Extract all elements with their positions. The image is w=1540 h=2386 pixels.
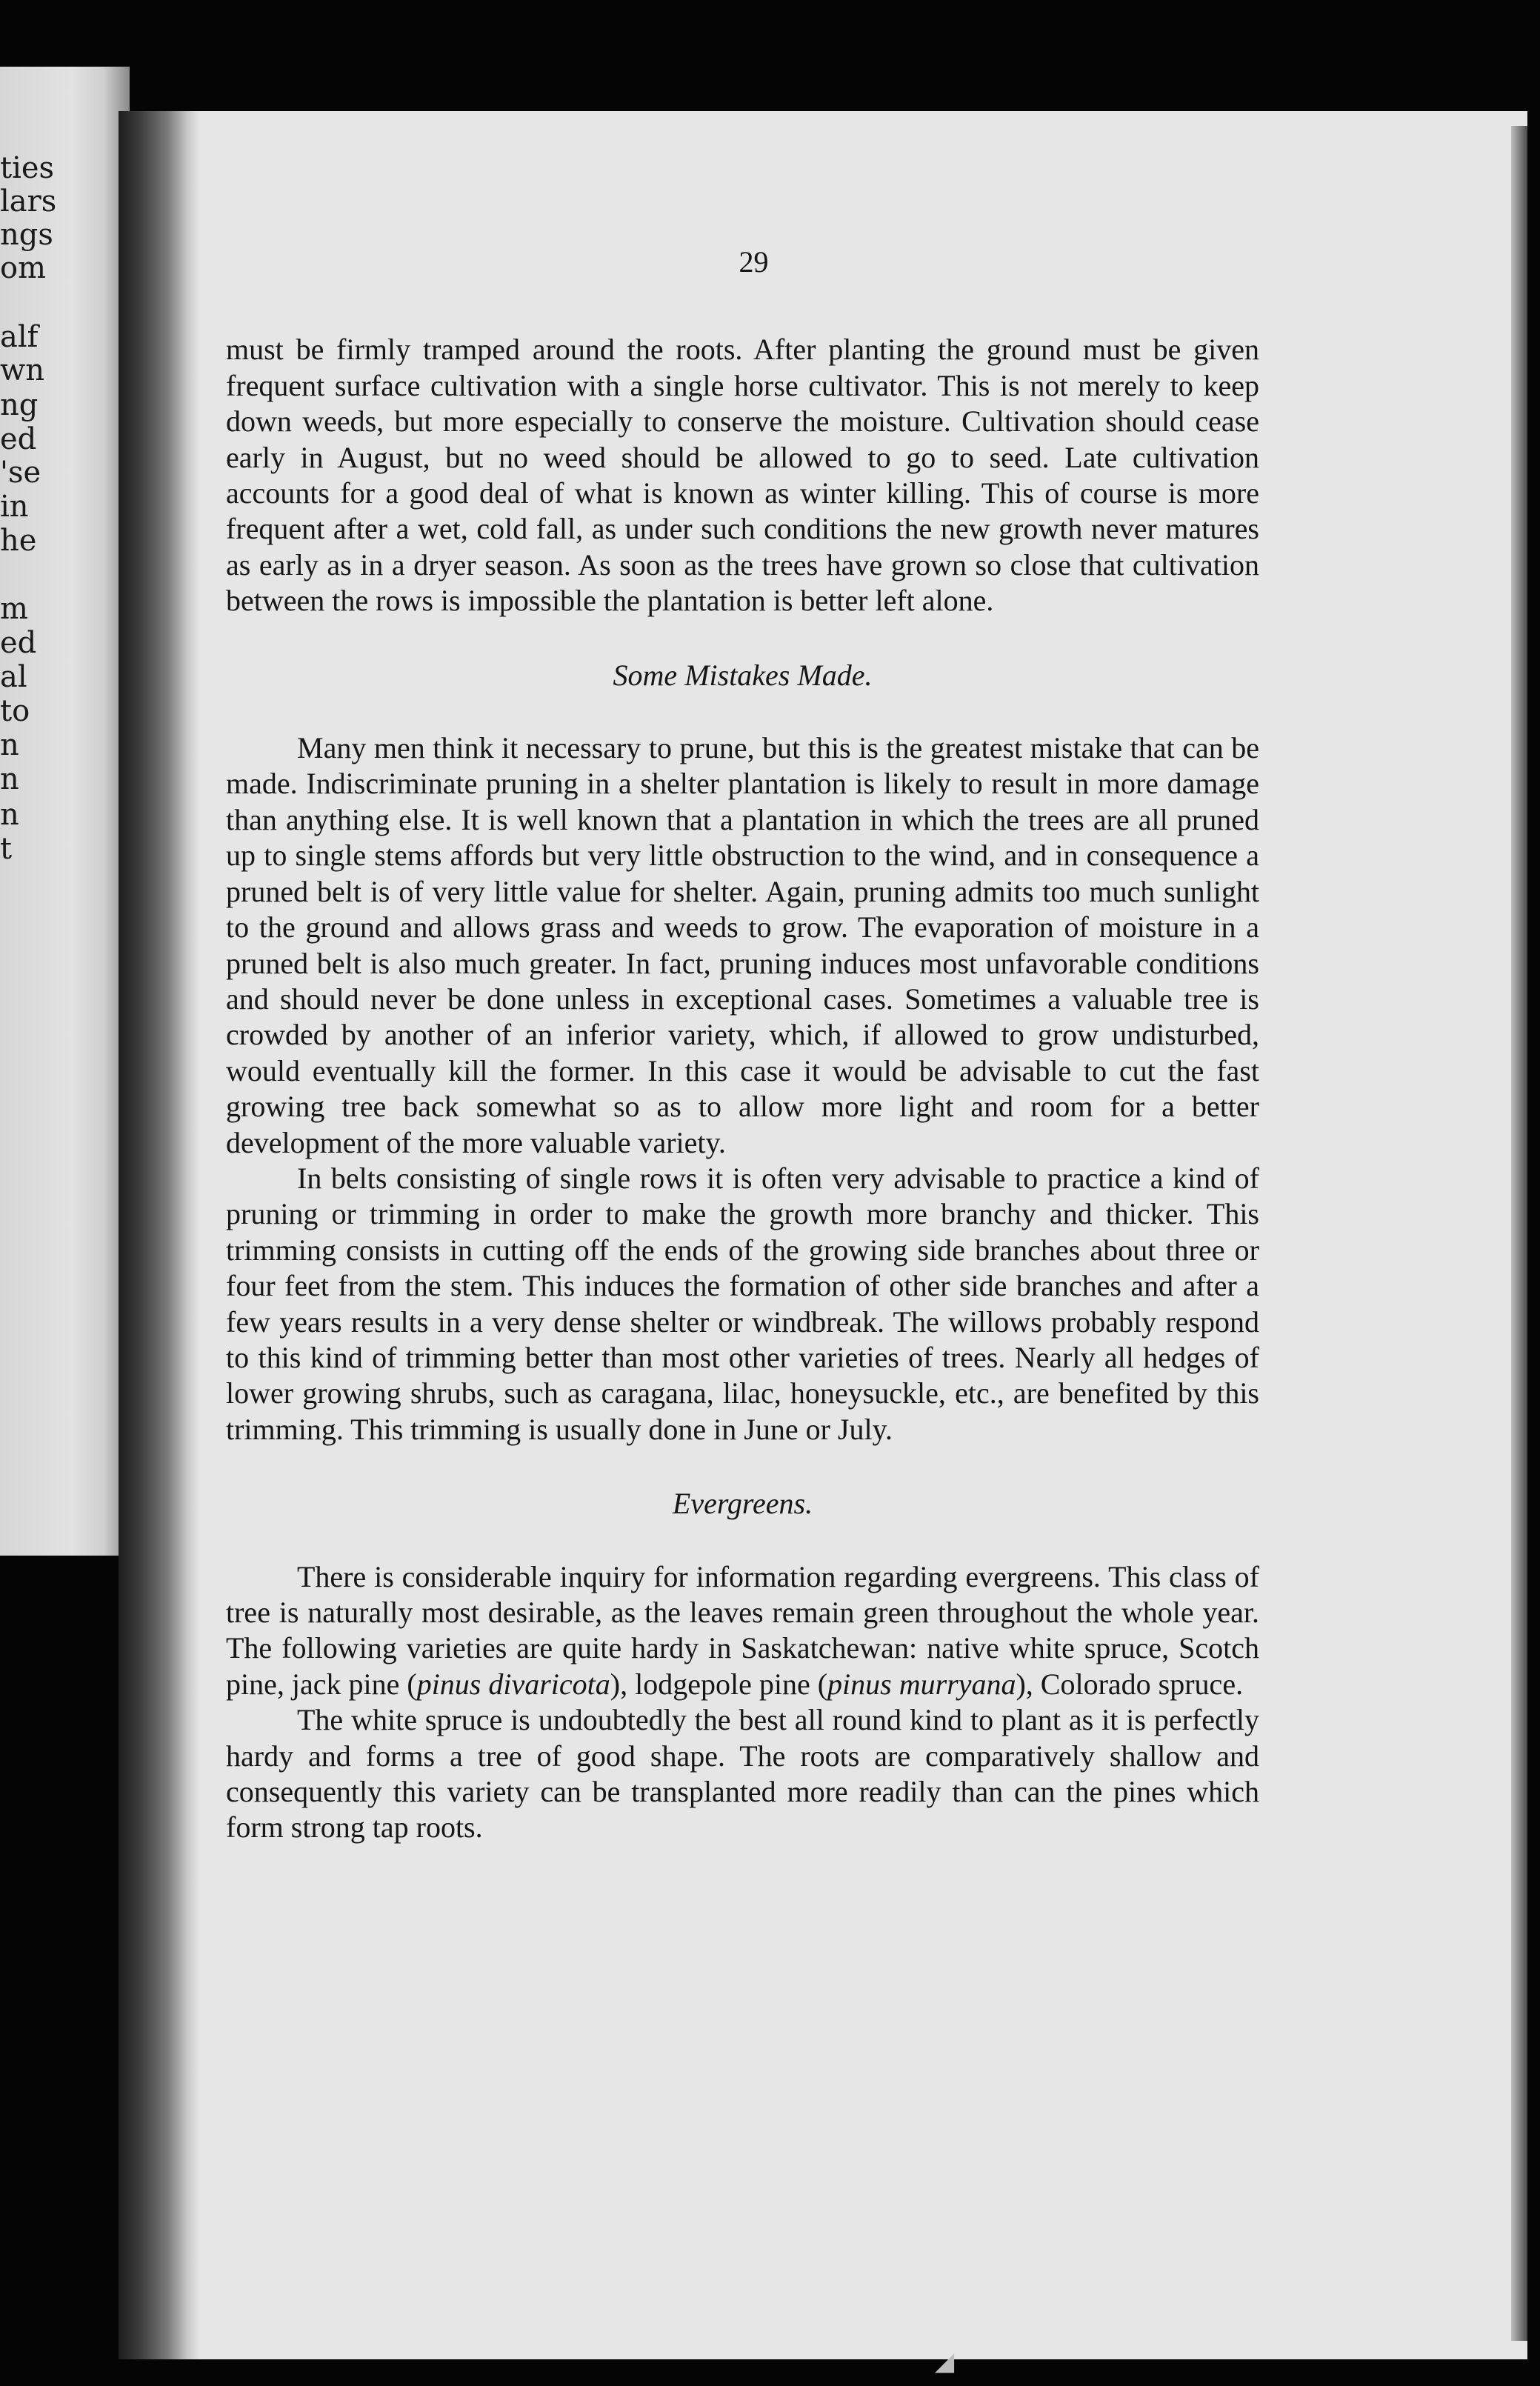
page-right-edge: [1511, 126, 1527, 2341]
prev-page-fragment: ed: [0, 422, 37, 456]
paragraph-trimming: In belts consisting of single rows it is often very advisable to practice a kind of pruning or trimming in order to make the growth more branchy and thicker. This trimming consists in cutting off the ends of the growing side branches about three or four feet from the stem. This induces the formation of other side branches and after a few years results in a very dense shelter or windbreak. The willows probably respond to this kind of trimming better than most other varieties of trees. Nearly all hedges of lower growing shrubs, such as caragana, lilac, honeysuckle, etc., are benefited by this trimming. This trimming is usually done in June or July.: [226, 1161, 1259, 1446]
prev-page-fragment: in: [0, 490, 29, 524]
prev-page-fragment: ng: [0, 388, 39, 422]
text-run: ), Colorado spruce.: [1016, 1667, 1244, 1701]
prev-page-fragment: 'se: [0, 456, 41, 490]
prev-page-fragment: he: [0, 524, 37, 558]
prev-page-fragment: t: [0, 832, 13, 866]
prev-page-fragment: m: [0, 592, 28, 626]
prev-page-fragment: to: [0, 694, 30, 728]
paragraph-evergreens-intro: [226, 1559, 1259, 1703]
prev-page-fragment: al: [0, 660, 27, 694]
prev-page-fragment: ties: [0, 151, 55, 185]
prev-page-fragment: n: [0, 762, 19, 796]
page-number: 29: [739, 245, 769, 279]
page-text: [226, 244, 1259, 1846]
opening-paragraph: must be firmly tramped around the roots. After planting the ground must be given frequent surface cultivation with a single horse cultivator. This is not merely to keep down weeds, but more especially to conserve the moisture. Cultivation should cease early in August, but no weed should be allowed to go to seed. Late cultivation accounts for a good deal of what is known as winter killing. This of course is more frequent after a wet, cold fall, as under such conditions the new growth never matures as early as in a dryer season. As soon as the trees have grown so close that cultivation between the rows is impossible the plantation is better left alone.: [226, 333, 1259, 618]
section-heading-evergreens: Evergreens.: [672, 1487, 813, 1521]
prev-page-fragment: n: [0, 728, 19, 762]
prev-page-fragment: ed: [0, 626, 37, 660]
book-spine-shadow: [119, 111, 200, 2359]
prev-page-fragment: alf: [0, 320, 39, 354]
latin-name-lodgepole-pine: pinus murryana: [827, 1667, 1016, 1701]
prev-page-fragment: wn: [0, 353, 44, 387]
section-heading-mistakes: Some Mistakes Made.: [613, 658, 873, 692]
scan-artifact-mark: ◢: [935, 2347, 955, 2376]
text-run: ), lodgepole pine (: [610, 1667, 828, 1701]
paragraph-white-spruce: The white spruce is undoubtedly the best all round kind to plant as it is perfectly hardy and forms a tree of good shape. The roots are comparatively shallow and consequently this variety can be transplanted more readily than can the pines which form strong tap roots.: [226, 1703, 1259, 1845]
prev-page-fragment: n: [0, 798, 19, 832]
paragraph-pruning: Many men think it necessary to prune, but this is the greatest mistake that can be made. Indiscriminate pruning in a shelter plantation is likely to result in more damage than anything else. It is well known that a plantation in which the trees are all pruned up to single stems affords but very little obstruction to the wind, and in consequence a pruned belt is of very little value for shelter. Again, pruning admits too much sunlight to the ground and allows grass and weeds to grow. The evaporation of moisture in a pruned belt is also much greater. In fact, pruning induces most unfavorable conditions and should never be done unless in exceptional cases. Sometimes a valuable tree is crowded by another of an inferior variety, which, if allowed to grow undisturbed, would eventually kill the former. In this case it would be advisable to cut the fast growing tree back somewhat so as to allow more light and room for a better development of the more valuable variety.: [226, 731, 1259, 1159]
latin-name-jack-pine: pinus divaricota: [416, 1667, 610, 1701]
prev-page-fragment: lars: [0, 184, 57, 219]
text-run: There is considerable inquiry for information regarding evergreens. This class of tree is naturally most desirable, as the leaves remain green throughout the whole year. The following varieties are quite hardy in Saskatchewan: native white spruce, Scotch pine, jack pine (: [226, 1559, 1259, 1701]
prev-page-fragment: om: [0, 251, 47, 285]
previous-page-edge: [0, 67, 130, 1556]
prev-page-fragment: ngs: [0, 218, 53, 252]
